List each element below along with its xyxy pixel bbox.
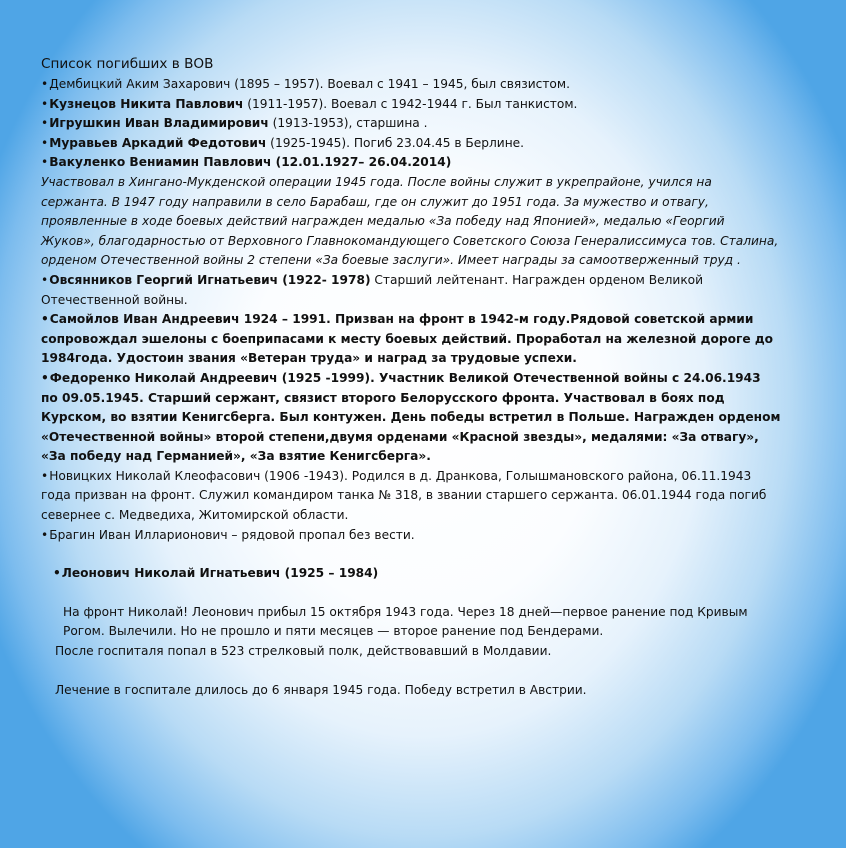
list-item: • Федоренко Николай Андреевич (1925 -1999). Участник Великой Отечественной войны с 24.06.1943 по 09.05.1945. Старший сержант, связист второго Белорусского фронта. Участвовал в боях под Курском, во взятии Кенигсберга. Был контужен. День победы встретил в Польше. Награжден орденом «Отечественной войны» второй степени,двумя орденами «Красной звезды», медалями: «За отвагу», «За победу над Германией», «За взятие Кенигсберга». xyxy=(41,369,781,467)
paragraph: После госпиталя попал в 523 стрелковый полк, действовавший в Молдавии. xyxy=(55,644,552,659)
document-body xyxy=(41,54,781,700)
paragraph: На фронт Николай! Леонович прибыл 15 октября 1943 года. Через 18 дней—первое ранение под Кривым Рогом. Вылечили. Но не прошло и пяти месяцев — второе ранение под Бендерами. xyxy=(63,604,748,639)
page-title: Список погибших в ВОВ xyxy=(41,56,214,72)
paragraph: Лечение в госпитале длилось до 6 января 1945 года. Победу встретил в Австрии. xyxy=(55,682,587,697)
list-item: • Вакуленко Вениамин Павлович (12.01.1927– 26.04.2014) xyxy=(41,153,781,173)
list-item: • Дембицкий Аким Захарович (1895 – 1957). Воевал с 1941 – 1945, был связистом. xyxy=(41,75,781,95)
section-heading: • Леонович Николай Игнатьевич (1925 – 1984) xyxy=(41,564,781,584)
list-item: • Новицких Николай Клеофасович (1906 -1943). Родился в д. Дранкова, Голышмановского района, 06.11.1943 года призван на фронт. Служил командиром танка № 318, в звании старшего сержанта. 06.01.1944 года погиб севернее с. Медведиха, Житомирской области. xyxy=(41,467,781,526)
list-item: • Овсянников Георгий Игнатьевич (1922- 1978) Старший лейтенант. Награжден орденом Великой Отечественной войны. xyxy=(41,271,781,310)
list-item: • Самойлов Иван Андреевич 1924 – 1991. Призван на фронт в 1942-м году.Рядовой советской армии сопровождал эшелоны с боеприпасами к месту боевых действий. Проработал на железной дороге до 1984года. Удостоин звания «Ветеран труда» и наград за трудовые успехи. xyxy=(41,310,781,369)
list-item: • Муравьев Аркадий Федотович (1925-1945). Погиб 23.04.45 в Берлине. xyxy=(41,134,781,154)
list-item-details: Участвовал в Хингано-Мукденской операции 1945 года. После войны служит в укрепрайоне, учился на сержанта. В 1947 году направили в село Барабаш, где он служит до 1951 года. За мужество и отвагу, проявленные в ходе боевых действий награжден медалью «За победу над Японией», медалью «Георгий Жуков», благодарностью от Верховного Главнокомандующего Советского Союза Генералиссимуса тов. Сталина, орденом Отечественной войны 2 степени «За боевые заслуги». Имеет награды за самоотверженный труд . xyxy=(41,174,779,268)
list-item: • Кузнецов Никита Павлович (1911-1957). Воевал с 1942-1944 г. Был танкистом. xyxy=(41,95,781,115)
list-item: • Брагин Иван Илларионович – рядовой пропал без вести. xyxy=(41,526,781,546)
list-item: • Игрушкин Иван Владимирович (1913-1953), старшина . xyxy=(41,114,781,134)
